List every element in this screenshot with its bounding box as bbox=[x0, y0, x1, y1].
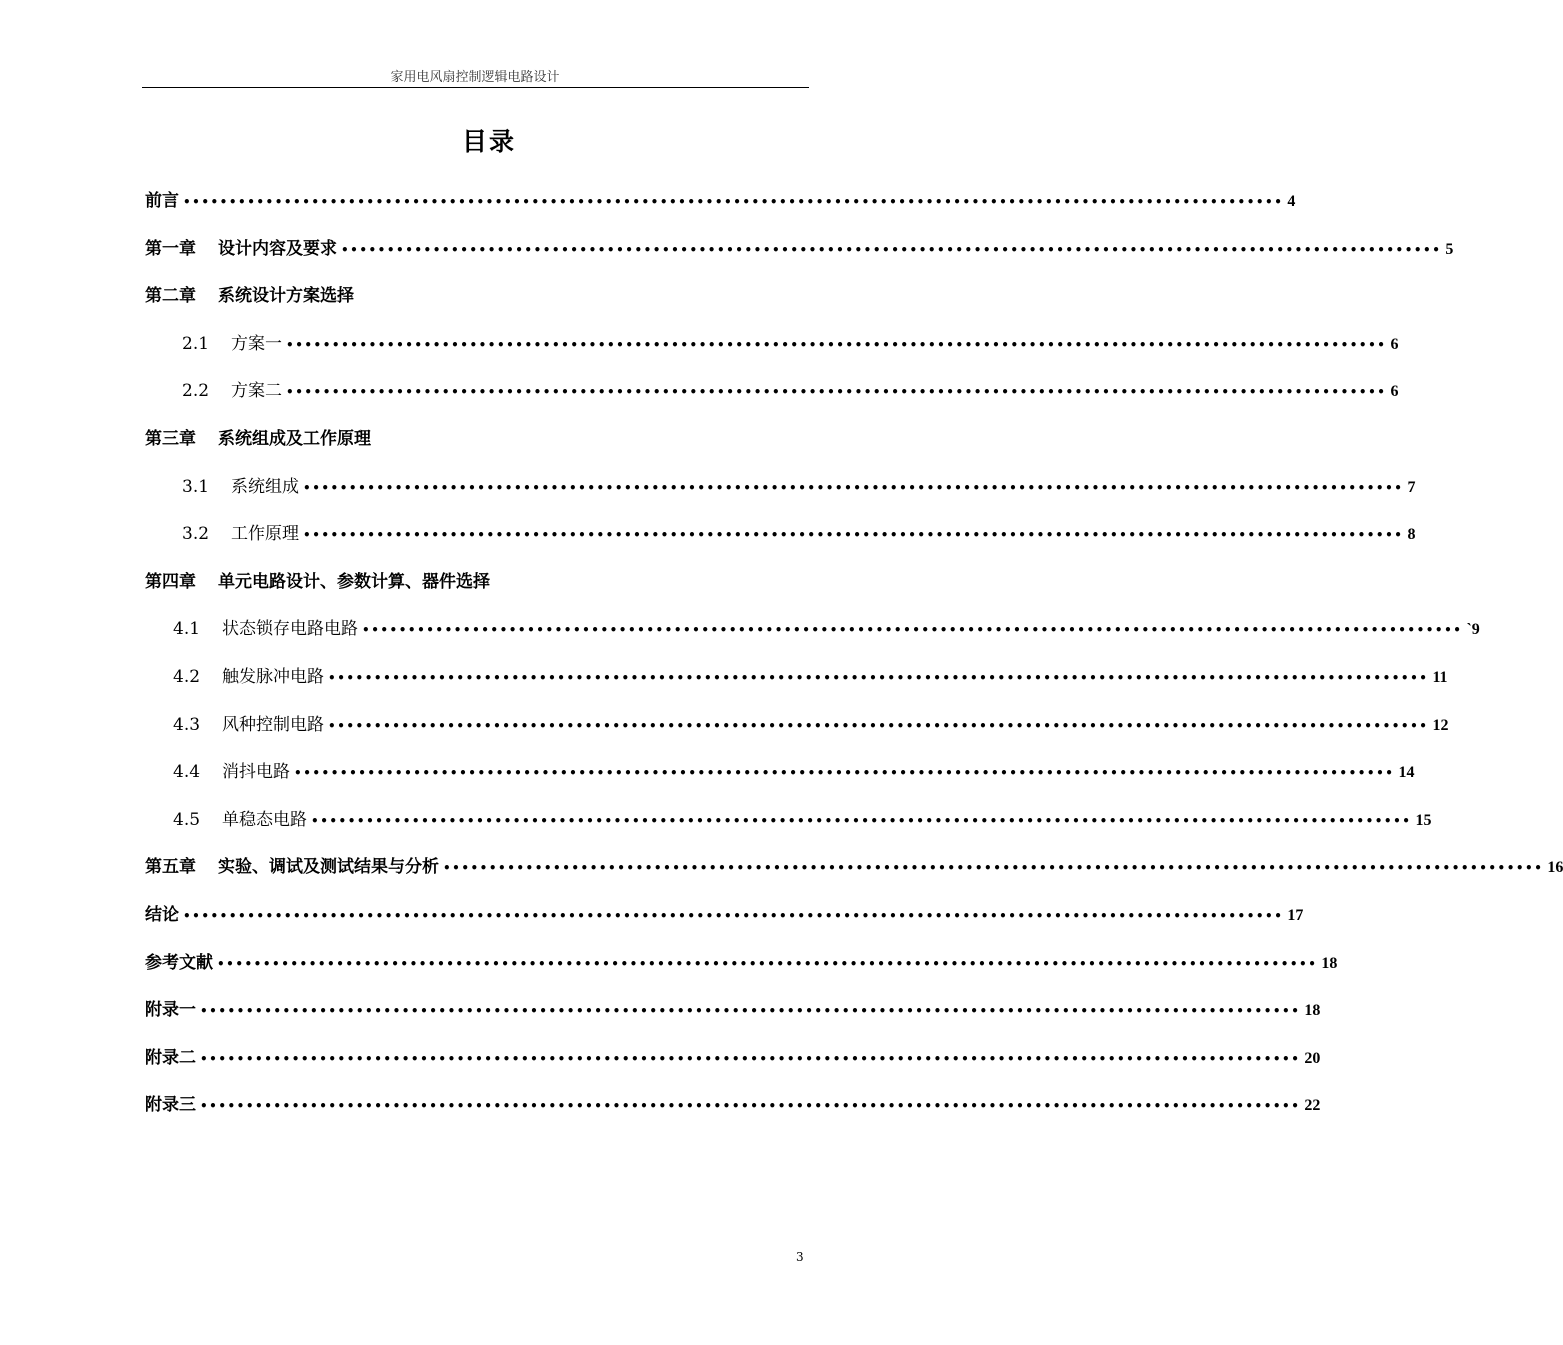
toc-leader-dots: •••••••••••••••••••••••••••••••••••••••••••••••••••••••••••••••••••••••••••••••••••••••••••••••••••••••••••••••••••••••• bbox=[443, 861, 1544, 876]
toc-entry-title: 触发脉冲电路 bbox=[222, 667, 325, 687]
toc-entry-number: 第一章 bbox=[145, 238, 196, 259]
toc-leader-dots: •••••••••••••••••••••••••••••••••••••••••••••••••••••••••••••••••••••••••••••••••••••••••••••••••••••••••••••••••••••••• bbox=[311, 813, 1412, 828]
toc-leader-dots: •••••••••••••••••••••••••••••••••••••••••••••••••••••••••••••••••••••••••••••••••••••••••••••••••••••••••••••••••••••••• bbox=[200, 1099, 1301, 1114]
toc-entry[interactable] bbox=[182, 376, 1399, 402]
toc-entry-number: 2.2 bbox=[182, 381, 210, 402]
toc-entry-page: 14 bbox=[1398, 764, 1415, 782]
toc-entry-number: 第五章 bbox=[145, 857, 196, 878]
toc-leader-dots: •••••••••••••••••••••••••••••••••••••••••••••••••••••••••••••••••••••••••••••••••••••••••••••••••••••••••••••••••••••••• bbox=[183, 195, 1284, 209]
toc-entry[interactable] bbox=[182, 472, 1416, 497]
toc-entry-title: 方案一 bbox=[231, 333, 283, 354]
toc-entry[interactable] bbox=[145, 1043, 1321, 1068]
toc-entry-title: 系统组成 bbox=[231, 476, 300, 497]
toc-entry[interactable] bbox=[145, 234, 1454, 259]
toc-entry-page: 11 bbox=[1432, 669, 1448, 686]
toc-entry[interactable] bbox=[145, 281, 806, 305]
toc-entry-label bbox=[182, 376, 282, 401]
toc-entry-page: 8 bbox=[1407, 526, 1416, 544]
toc-entry-title: 前言 bbox=[145, 191, 179, 211]
toc-leader-dots: •••••••••••••••••••••••••••••••••••••••••••••••••••••••••••••••••••••••••••••••••••••••••••••••••••••••••••••••••••••••• bbox=[328, 718, 1429, 733]
toc-entry-number: 4.3 bbox=[173, 714, 201, 735]
toc-entry-label bbox=[145, 900, 179, 925]
page-title: 目录 bbox=[461, 127, 516, 156]
toc-entry[interactable] bbox=[145, 948, 1338, 973]
toc-entry-title: 系统组成及工作原理 bbox=[218, 429, 371, 449]
toc-entry[interactable] bbox=[173, 614, 1480, 640]
toc-entry-number: 3.2 bbox=[182, 524, 210, 545]
toc-entry-label bbox=[173, 662, 324, 687]
toc-entry[interactable] bbox=[173, 805, 1432, 830]
toc-leader-dots: •••••••••••••••••••••••••••••••••••••••••••••••••••••••••••••••••••••••••••••••••••••••••••••••••••••••••••••••••••••••• bbox=[362, 623, 1463, 638]
toc-entry-page: 7 bbox=[1407, 478, 1416, 496]
toc-entry-label bbox=[145, 567, 490, 592]
toc-leader-dots: •••••••••••••••••••••••••••••••••••••••••••••••••••••••••••••••••••••••••••••••••••••••••••••••••••••••••••••••••••••••• bbox=[294, 766, 1395, 781]
toc-entry-number: 第四章 bbox=[145, 571, 196, 592]
toc-leader-dots: •••••••••••••••••••••••••••••••••••••••••••••••••••••••••••••••••••••••••••••••••••••••••••••••••••••••••••••••••••••••• bbox=[286, 385, 1387, 400]
toc-entry-page: 18 bbox=[1304, 1002, 1321, 1020]
toc-entry[interactable] bbox=[173, 710, 1449, 735]
toc-entry-label bbox=[145, 1090, 196, 1115]
toc-entry-label bbox=[173, 757, 290, 782]
toc-entry-label bbox=[173, 805, 307, 830]
running-header: 家用电风扇控制逻辑电路设计 bbox=[390, 70, 560, 85]
toc-leader-dots: •••••••••••••••••••••••••••••••••••••••••••••••••••••••••••••••••••••••••••••••••••••••••••••••••••••••••••••••••••••••• bbox=[286, 337, 1387, 352]
toc-leader-dots: •••••••••••••••••••••••••••••••••••••••••••••••••••••••••••••••••••••••••••••••••••••••••••••••••••••••••••••••••••••••• bbox=[183, 909, 1284, 923]
toc-entry-number: 第三章 bbox=[145, 429, 196, 449]
toc-entry[interactable] bbox=[145, 567, 806, 591]
toc-entry-number: 4.1 bbox=[173, 619, 201, 640]
toc-entry-title: 附录三 bbox=[145, 1095, 196, 1116]
toc-entry-title: 消抖电路 bbox=[222, 762, 291, 783]
toc-leader-dots: •••••••••••••••••••••••••••••••••••••••••••••••••••••••••••••••••••••••••••••••••••••••••••••••••••••••••••••••••••••••• bbox=[200, 1004, 1301, 1019]
toc-entry-page: 5 bbox=[1445, 240, 1454, 258]
toc-entry[interactable] bbox=[182, 519, 1416, 545]
toc-entry-label bbox=[145, 995, 196, 1020]
toc-leader-dots: •••••••••••••••••••••••••••••••••••••••••••••••••••••••••••••••••••••••••••••••••••••••••••••••••••••••••••••••••••••••• bbox=[341, 242, 1442, 257]
toc-entry-label bbox=[173, 710, 324, 735]
toc-entry-title: 工作原理 bbox=[231, 524, 300, 545]
page-number: 3 bbox=[796, 1250, 804, 1264]
toc-entry-page: 22 bbox=[1304, 1097, 1321, 1115]
toc-entry-page: `9 bbox=[1466, 621, 1480, 639]
toc-entry[interactable] bbox=[145, 852, 1563, 878]
toc-entry-label bbox=[182, 329, 282, 354]
toc-entry-title: 单稳态电路 bbox=[222, 809, 308, 830]
toc-entry[interactable] bbox=[145, 995, 1321, 1021]
toc-entry[interactable] bbox=[173, 662, 1448, 687]
toc-entry[interactable] bbox=[145, 1090, 1321, 1116]
toc-entry-title: 附录二 bbox=[145, 1047, 196, 1068]
toc-entry[interactable] bbox=[145, 424, 806, 448]
toc-entry-label bbox=[182, 519, 299, 544]
toc-entry-page: 17 bbox=[1287, 907, 1304, 924]
toc-leader-dots: •••••••••••••••••••••••••••••••••••••••••••••••••••••••••••••••••••••••••••••••••••••••••••••••••••••••••••••••••••••••• bbox=[217, 956, 1318, 971]
toc-entry-label bbox=[145, 1043, 196, 1068]
toc-entry-page: 4 bbox=[1287, 193, 1296, 210]
toc-entry[interactable] bbox=[145, 186, 1296, 211]
toc-entry-title: 设计内容及要求 bbox=[218, 238, 337, 259]
toc-entry-label bbox=[182, 472, 299, 497]
toc-entry-number: 第二章 bbox=[145, 286, 196, 307]
toc-entry-page: 6 bbox=[1390, 383, 1399, 401]
toc-entry-label bbox=[145, 281, 354, 306]
toc-entry-page: 6 bbox=[1390, 335, 1399, 353]
toc-entry-label bbox=[145, 186, 179, 211]
toc-entry-number: 4.5 bbox=[173, 809, 201, 830]
toc-entry-number: 2.1 bbox=[182, 333, 210, 354]
toc-entry[interactable] bbox=[182, 329, 1399, 354]
toc-entry-label bbox=[145, 424, 371, 449]
toc-entry-title: 方案二 bbox=[231, 381, 283, 402]
toc-entry-title: 参考文献 bbox=[145, 952, 213, 973]
toc-entry-page: 18 bbox=[1321, 954, 1338, 972]
toc-entry-page: 20 bbox=[1304, 1049, 1321, 1067]
toc-entry-number: 4.2 bbox=[173, 667, 201, 687]
toc-entry-number: 4.4 bbox=[173, 762, 201, 783]
toc-entry-label bbox=[145, 948, 213, 973]
toc-entry-title: 系统设计方案选择 bbox=[218, 286, 354, 307]
toc-entry-page: 12 bbox=[1432, 716, 1449, 734]
toc-entry-label bbox=[145, 234, 337, 259]
toc-leader-dots: •••••••••••••••••••••••••••••••••••••••••••••••••••••••••••••••••••••••••••••••••••••••••••••••••••••••••••••••••••••••• bbox=[303, 480, 1404, 495]
toc-entry-page: 15 bbox=[1415, 811, 1432, 829]
toc-leader-dots: •••••••••••••••••••••••••••••••••••••••••••••••••••••••••••••••••••••••••••••••••••••••••••••••••••••••••••••••••••••••• bbox=[200, 1051, 1301, 1066]
toc-entry-title: 状态锁存电路电路 bbox=[222, 619, 359, 640]
toc-entry-title: 单元电路设计、参数计算、器件选择 bbox=[218, 571, 490, 592]
toc-entry-page: 16 bbox=[1547, 859, 1563, 877]
toc-entry-label bbox=[173, 614, 358, 639]
toc-entry-title: 风种控制电路 bbox=[222, 714, 325, 735]
toc-leader-dots: •••••••••••••••••••••••••••••••••••••••••••••••••••••••••••••••••••••••••••••••••••••••••••••••••••••••••••••••••••••••• bbox=[303, 528, 1404, 543]
toc-entry[interactable] bbox=[145, 900, 1304, 925]
toc-entry-title: 附录一 bbox=[145, 1000, 196, 1021]
toc-entry-label bbox=[145, 852, 439, 877]
toc-entry-number: 3.1 bbox=[182, 476, 210, 497]
header-divider bbox=[142, 87, 809, 88]
toc-entry-title: 实验、调试及测试结果与分析 bbox=[218, 857, 439, 878]
toc-entry-title: 结论 bbox=[145, 905, 179, 925]
toc-leader-dots: •••••••••••••••••••••••••••••••••••••••••••••••••••••••••••••••••••••••••••••••••••••••••••••••••••••••••••••••••••••••• bbox=[328, 671, 1429, 685]
toc-entry[interactable] bbox=[173, 757, 1415, 783]
